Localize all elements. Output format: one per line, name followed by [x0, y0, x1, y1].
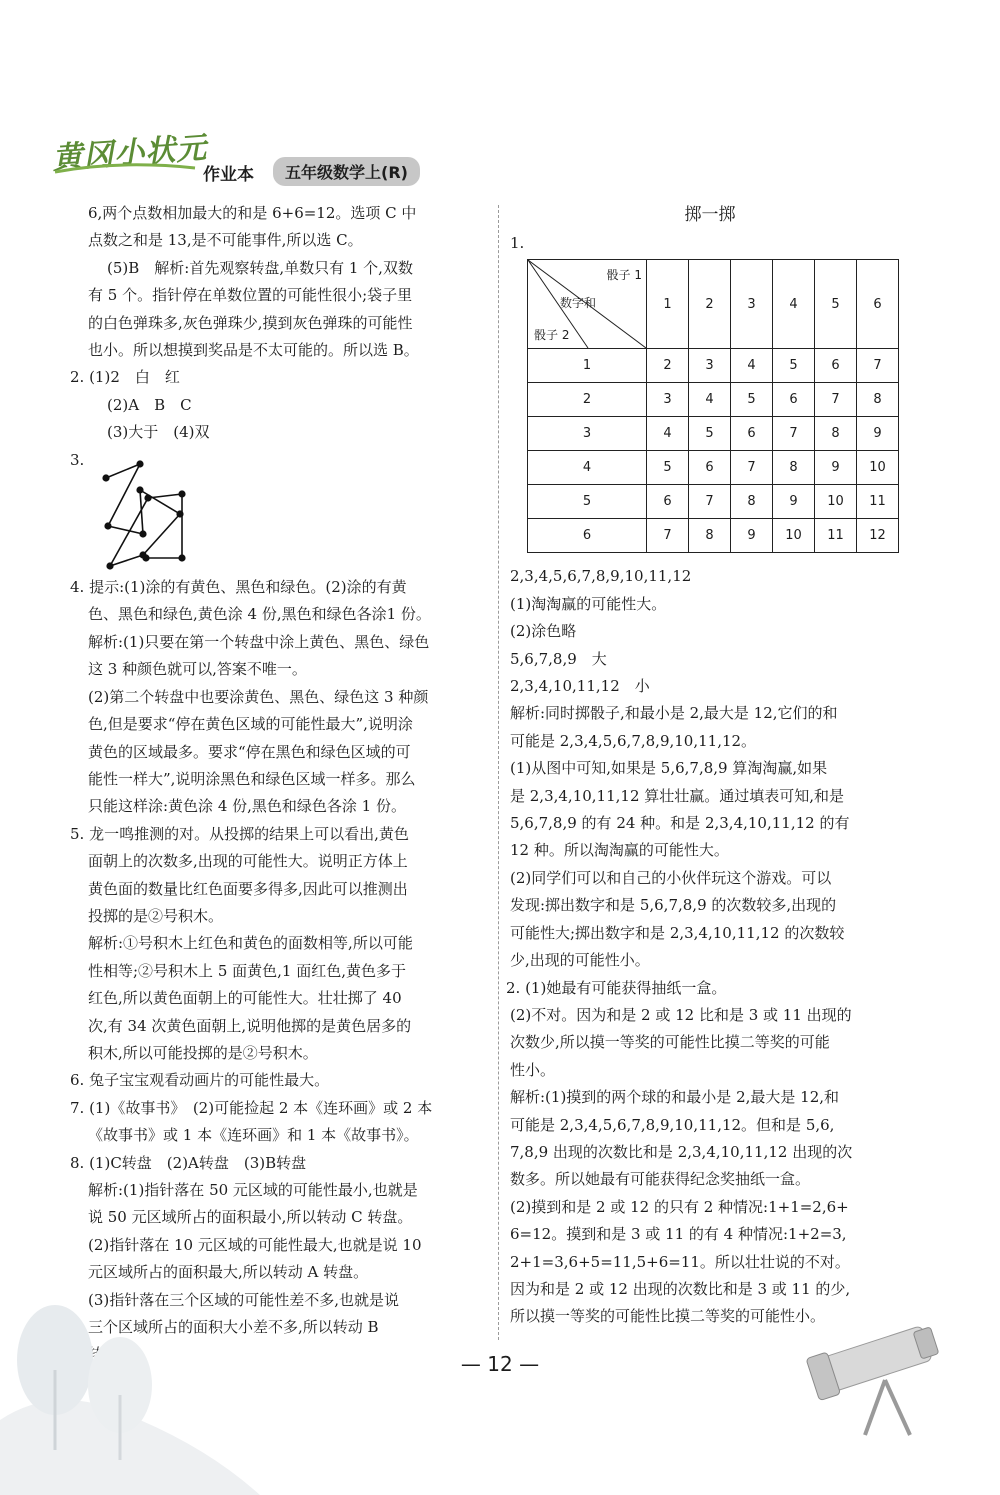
text-line: 6,两个点数相加最大的和是 6+6=12。选项 C 中 [88, 204, 417, 222]
column-divider [498, 205, 499, 1340]
text-line: 2,3,4,5,6,7,8,9,10,11,12 [510, 567, 692, 586]
text-line: 只能这样涂:黄色涂 4 份,黑色和绿色各涂 1 份。 [88, 797, 406, 816]
row-header: 3 [528, 417, 647, 451]
table-cell: 4 [647, 417, 689, 451]
text-line: 7,8,9 出现的次数比和是 2,3,4,10,11,12 出现的次 [510, 1142, 853, 1161]
text-line: (3)指针落在三个区域的可能性差不多,也就是说 [88, 1290, 400, 1309]
text-line: 黄色面的数量比红色面要多得多,因此可以推测出 [88, 879, 408, 898]
text-line: 解析:(1)指针落在 50 元区域的可能性最小,也就是 [88, 1181, 418, 1199]
table-cell: 4 [731, 349, 773, 383]
text-line: 黄色的区域最多。要求“停在黑色和绿色区域的可 [88, 742, 411, 761]
text-line: 元区域所占的面积最大,所以转动 A 转盘。 [88, 1263, 369, 1282]
row-header: 1 [528, 349, 647, 383]
text-line: 12 种。所以淘淘赢的可能性大。 [510, 841, 729, 860]
text-line: 可能是 2,3,4,5,6,7,8,9,10,11,12。但和是 5,6, [510, 1115, 835, 1134]
dice-sum-table [527, 259, 899, 553]
text-line: 三个区域所占的面积大小差不多,所以转动 B [88, 1318, 379, 1337]
text-line: 7. (1)《故事书》 (2)可能捡起 2 本《连环画》或 2 本 [70, 1098, 433, 1117]
table-row [528, 417, 899, 451]
table-cell: 11 [857, 485, 899, 519]
col-header: 2 [689, 260, 731, 349]
table-cell: 6 [773, 383, 815, 417]
section-title: 掷一掷 [684, 205, 736, 225]
right-column [506, 200, 910, 1331]
text-line: 积木,所以可能投掷的是②号积木。 [88, 1043, 318, 1062]
q1-label: 1. [510, 234, 525, 252]
text-line: 有 5 个。指针停在单数位置的可能性很小;袋子里 [88, 286, 413, 305]
table-cell: 3 [647, 383, 689, 417]
col-header: 5 [815, 260, 857, 349]
table-cell: 6 [815, 349, 857, 383]
text-line: 面朝上的次数多,出现的可能性大。说明正方体上 [88, 852, 408, 871]
text-line: (1)从图中可知,如果是 5,6,7,8,9 算淘淘赢,如果 [510, 759, 828, 778]
table-cell: 7 [647, 519, 689, 553]
text-line: (2)同学们可以和自己的小伙伴玩这个游戏。可以 [510, 868, 832, 887]
text-line: 《故事书》或 1 本《连环画》和 1 本《故事书》。 [88, 1126, 419, 1145]
text-line: 5,6,7,8,9 的有 24 种。和是 2,3,4,10,11,12 的有 [510, 814, 850, 833]
table-cell: 4 [689, 383, 731, 417]
text-line: 能性一样大”,说明涂黑色和绿色区域一样多。那么 [88, 769, 416, 788]
table-row [528, 451, 899, 485]
text-line: 色、黑色和绿色,黄色涂 4 份,黑色和绿色各涂1 份。 [88, 605, 431, 624]
text-line: (2)A B C [107, 395, 192, 414]
table-cell: 8 [815, 417, 857, 451]
text-line: 所以摸一等奖的可能性比摸二等奖的可能性小。 [510, 1307, 826, 1326]
corner-die2-label: 骰子 2 [534, 328, 570, 343]
text-line: 这 3 种颜色就可以,答案不唯一。 [88, 660, 307, 679]
text-line: 少,出现的可能性小。 [510, 951, 650, 970]
table-cell: 12 [857, 519, 899, 553]
corner-sum-label: 数字和 [560, 296, 597, 311]
table-row [528, 349, 899, 383]
text-line: 5,6,7,8,9 大 [510, 649, 607, 668]
text-line: (5)B 解析:首先观察转盘,单数只有 1 个,双数 [107, 258, 413, 277]
text-line: 4. 提示:(1)涂的有黄色、黑色和绿色。(2)涂的有黄 [70, 578, 407, 597]
row-header: 5 [528, 485, 647, 519]
text-line: (1)淘淘赢的可能性大。 [510, 594, 667, 613]
table-cell: 6 [689, 451, 731, 485]
col-header: 1 [647, 260, 689, 349]
col-header: 4 [773, 260, 815, 349]
text-line: 点数之和是 13,是不可能事件,所以选 C。 [88, 231, 363, 250]
text-line: 红色,所以黄色面朝上的可能性大。壮壮掷了 40 [88, 989, 402, 1008]
brand-logo: 黄冈小状元 [51, 130, 209, 177]
text-line: 性小。 [510, 1060, 556, 1079]
text-line: (2)不对。因为和是 2 或 12 比和是 3 或 11 出现的 [510, 1005, 852, 1024]
corner-die1-label: 骰子 1 [606, 268, 642, 283]
table-cell: 8 [689, 519, 731, 553]
table-cell: 7 [857, 349, 899, 383]
table-cell: 6 [647, 485, 689, 519]
table-cell: 9 [857, 417, 899, 451]
text-line: 也小。所以想摸到奖品是不太可能的。所以选 B。 [88, 341, 419, 360]
table-corner-cell [528, 260, 647, 349]
table-cell: 8 [731, 485, 773, 519]
table-cell: 10 [773, 519, 815, 553]
table-cell: 6 [731, 417, 773, 451]
text-line: (2)指针落在 10 元区域的可能性最大,也就是说 10 [88, 1235, 422, 1254]
text-line: (3)大于 (4)双 [107, 423, 210, 442]
text-line: 性相等;②号积木上 5 面黄色,1 面红色,黄色多于 [88, 961, 406, 980]
text-line: 次数少,所以摸一等奖的可能性比摸二等奖的可能 [510, 1033, 830, 1052]
text-line: 色,但是要求“停在黄色区域的可能性最大”,说明涂 [88, 715, 413, 734]
text-line: 5. 龙一鸣推测的对。从投掷的结果上可以看出,黄色 [70, 824, 409, 843]
table-row [528, 383, 899, 417]
text-line: 因为和是 2 或 12 出现的次数比和是 3 或 11 的少, [510, 1279, 851, 1298]
table-cell: 5 [731, 383, 773, 417]
text-line: 解析:(1)只要在第一个转盘中涂上黄色、黑色、绿色 [88, 632, 430, 651]
text-line: 可能性大;掷出数字和是 2,3,4,10,11,12 的次数较 [510, 923, 845, 942]
table-cell: 10 [857, 451, 899, 485]
text-line: 说 50 元区域所占的面积最小,所以转动 C 转盘。 [88, 1208, 413, 1227]
text-line: 2. (1)她最有可能获得抽纸一盒。 [506, 978, 727, 997]
table-row [528, 519, 899, 553]
col-header: 6 [857, 260, 899, 349]
left-column [70, 200, 488, 1369]
table-row [528, 485, 899, 519]
text-line: 6=12。摸到和是 3 或 11 的有 4 种情况:1+2=3, [510, 1225, 847, 1244]
text-line: 解析:①号积木上红色和黄色的面数相等,所以可能 [88, 934, 413, 953]
page-number: — 12 — [460, 1352, 540, 1376]
text-line: 6. 兔子宝宝观看动画片的可能性最大。 [70, 1071, 330, 1090]
text-line: 解析:同时掷骰子,和最小是 2,最大是 12,它们的和 [510, 704, 838, 723]
table-cell: 7 [773, 417, 815, 451]
row-header: 6 [528, 519, 647, 553]
table-cell: 7 [689, 485, 731, 519]
text-line: 2. (1)2 白 红 [70, 368, 180, 387]
text-line: 8. (1)C转盘 (2)A转盘 (3)B转盘 [70, 1153, 307, 1172]
table-cell: 9 [815, 451, 857, 485]
text-line: 数多。所以她最有可能获得纪念奖抽纸一盒。 [510, 1170, 811, 1189]
col-header: 3 [731, 260, 773, 349]
table-cell: 5 [689, 417, 731, 451]
text-line: (2)第二个转盘中也要涂黄色、黑色、绿色这 3 种颜 [88, 687, 429, 706]
text-line: (2)涂色略 [510, 622, 577, 641]
text-line: 是 2,3,4,10,11,12 算壮壮赢。通过填表可知,和是 [510, 786, 845, 805]
tree-illustration [0, 1300, 260, 1495]
table-cell: 11 [815, 519, 857, 553]
text-line: (2)摸到和是 2 或 12 的只有 2 种情况:1+1=2,6+ [510, 1197, 849, 1216]
row-header: 2 [528, 383, 647, 417]
text-line: 次,有 34 次黄色面朝上,说明他掷的是黄色居多的 [88, 1016, 412, 1035]
table-cell: 5 [773, 349, 815, 383]
text-line: 投掷的是②号积木。 [88, 906, 224, 925]
brand-swoosh [50, 158, 200, 178]
text-line: 的白色弹珠多,灰色弹珠少,摸到灰色弹珠的可能性 [88, 313, 413, 332]
q3-label: 3. [70, 450, 85, 469]
table-cell: 9 [731, 519, 773, 553]
telescope-icon [800, 1300, 960, 1440]
text-line: 2,3,4,10,11,12 小 [510, 677, 650, 696]
table-cell: 7 [815, 383, 857, 417]
table-cell: 8 [857, 383, 899, 417]
matching-figure [88, 456, 208, 574]
table-cell: 3 [689, 349, 731, 383]
table-cell: 10 [815, 485, 857, 519]
text-line: 发现:掷出数字和是 5,6,7,8,9 的次数较多,出现的 [510, 896, 837, 915]
subject-badge: 五年级数学上(R) [273, 157, 420, 186]
row-header: 4 [528, 451, 647, 485]
table-cell: 5 [647, 451, 689, 485]
book-label: 作业本 [203, 165, 254, 185]
text-line: 解析:(1)摸到的两个球的和最小是 2,最大是 12,和 [510, 1088, 840, 1107]
table-cell: 9 [773, 485, 815, 519]
table-cell: 8 [773, 451, 815, 485]
table-cell: 7 [731, 451, 773, 485]
table-cell: 2 [647, 349, 689, 383]
text-line: 可能是 2,3,4,5,6,7,8,9,10,11,12。 [510, 731, 757, 750]
text-line: 2+1=3,6+5=11,5+6=11。所以壮壮说的不对。 [510, 1252, 850, 1271]
